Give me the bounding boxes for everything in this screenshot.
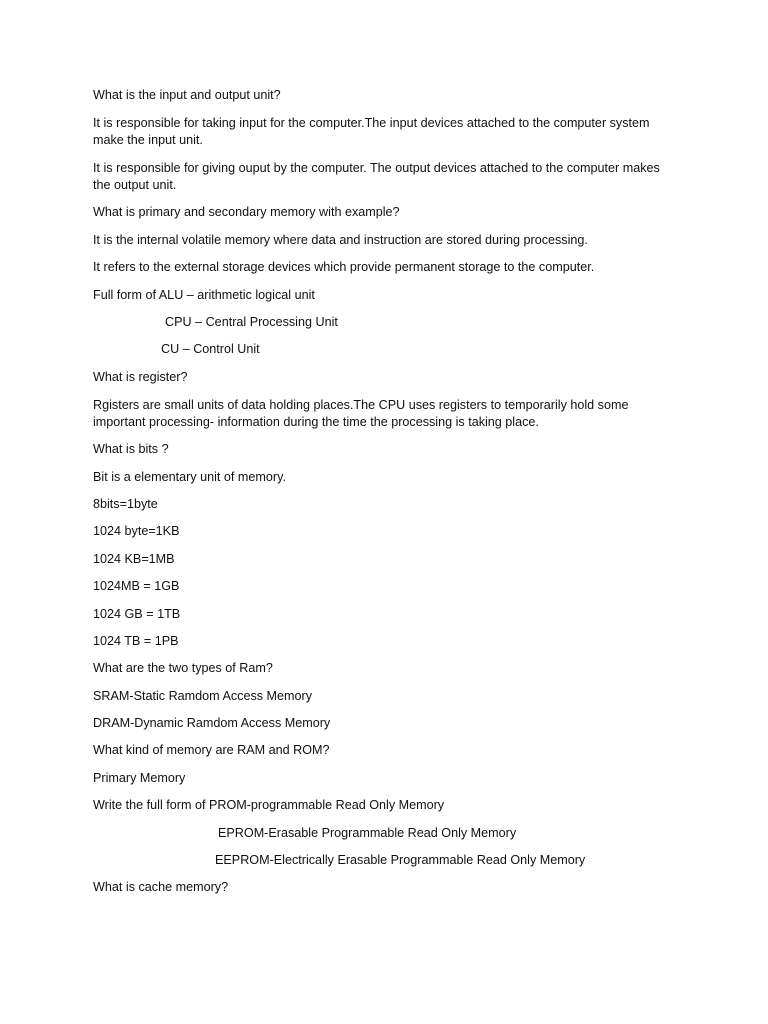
question-ram-types: What are the two types of Ram? — [93, 661, 273, 675]
question-ram-rom-kind: What kind of memory are RAM and ROM? — [93, 743, 330, 757]
full-form-eprom: EPROM-Erasable Programmable Read Only Memory — [218, 826, 517, 840]
unit-bits-byte: 8bits=1byte — [93, 497, 158, 511]
unit-byte-kb: 1024 byte=1KB — [93, 524, 180, 538]
question-bits: What is bits ? — [93, 442, 169, 456]
answer-secondary-memory: It refers to the external storage devices which provide permanent storage to the computer. — [93, 260, 595, 274]
question-input-output-unit: What is the input and output unit? — [93, 88, 281, 102]
unit-gb-tb: 1024 GB = 1TB — [93, 607, 181, 621]
question-cache-memory: What is cache memory? — [93, 880, 229, 894]
question-primary-secondary-memory: What is primary and secondary memory with example? — [93, 205, 400, 219]
full-form-cpu: CPU – Central Processing Unit — [165, 315, 338, 329]
unit-tb-pb: 1024 TB = 1PB — [93, 634, 179, 648]
full-form-eeprom: EEPROM-Electrically Erasable Programmable Read Only Memory — [215, 853, 586, 867]
full-form-alu: Full form of ALU – arithmetic logical unit — [93, 288, 315, 302]
answer-sram: SRAM-Static Ramdom Access Memory — [93, 689, 313, 703]
full-form-prom: Write the full form of PROM-programmable Read Only Memory — [93, 798, 445, 812]
answer-primary-memory-kind: Primary Memory — [93, 771, 186, 785]
answer-input-unit: It is responsible for taking input for the computer.The input devices attached to the computer system make the input unit. — [93, 116, 650, 147]
question-register: What is register? — [93, 370, 188, 384]
unit-mb-gb: 1024MB = 1GB — [93, 579, 180, 593]
answer-output-unit: It is responsible for giving ouput by the computer. The output devices attached to the computer makes the output unit. — [93, 161, 660, 192]
answer-dram: DRAM-Dynamic Ramdom Access Memory — [93, 716, 331, 730]
full-form-cu: CU – Control Unit — [161, 342, 260, 356]
answer-bits: Bit is a elementary unit of memory. — [93, 470, 286, 484]
answer-primary-memory: It is the internal volatile memory where data and instruction are stored during processing. — [93, 233, 588, 247]
unit-kb-mb: 1024 KB=1MB — [93, 552, 175, 566]
answer-register: Rgisters are small units of data holding places.The CPU uses registers to temporarily hold some important processing- information during the time the processing is taking place. — [93, 398, 629, 429]
